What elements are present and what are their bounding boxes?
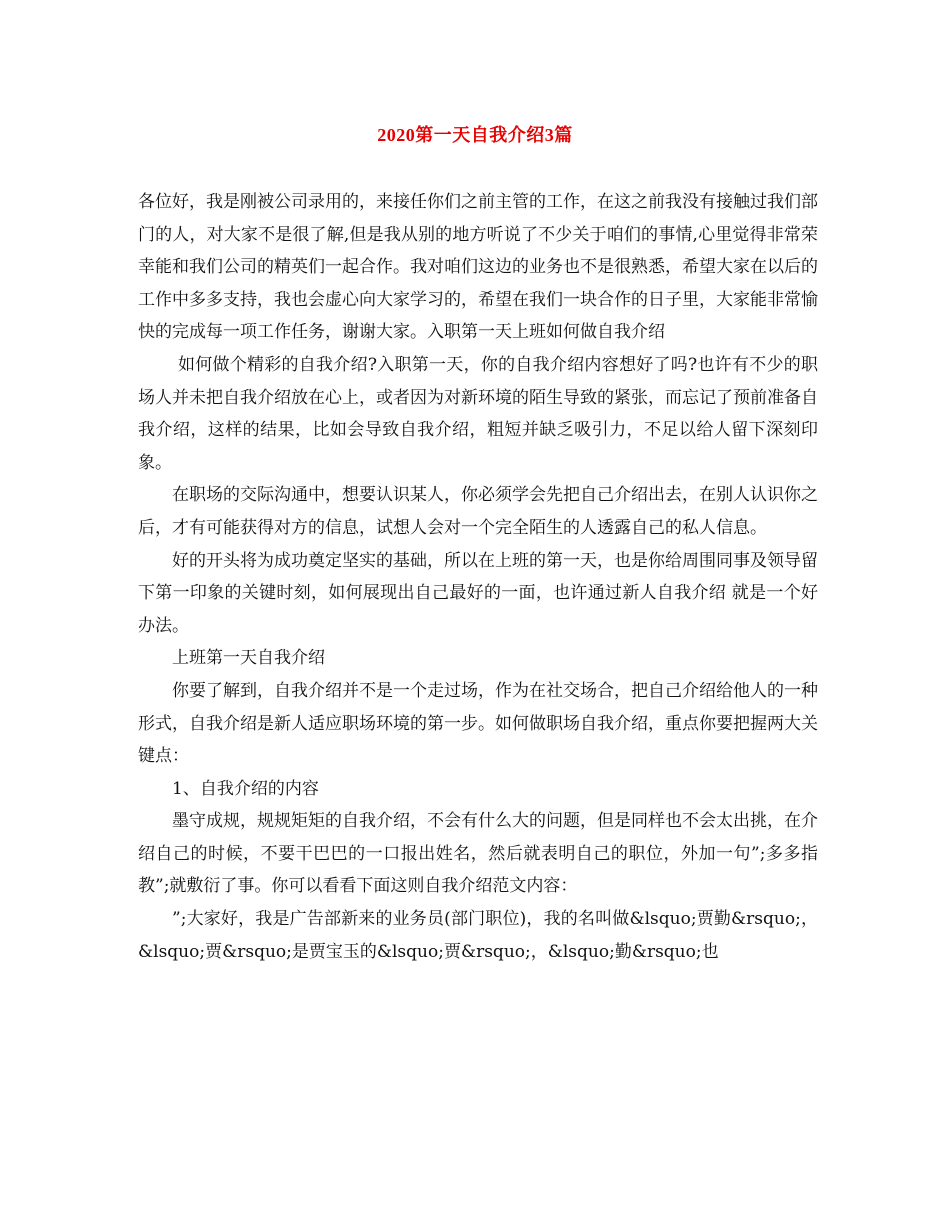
paragraph-4: 好的开头将为成功奠定坚实的基础，所以在上班的第一天，也是你给周围同事及领导留下第一印象的关键时刻，如何展现出自己最好的一面，也许通过新人自我介绍 就是一个好办法。 <box>138 550 818 636</box>
document-title: 2020第一天自我介绍3篇 <box>377 125 573 145</box>
paragraph-7: ”;大家好，我是广告部新来的业务员(部门职位)，我的名叫做&lsquo;贾勤&rsquo;，&lsquo;贾&rsquo;是贾宝玉的&lsquo;贾&rsquo;，&lsquo;勤&rsquo;也 <box>138 909 818 962</box>
document-body <box>138 186 818 968</box>
paragraph-3: 在职场的交际沟通中，想要认识某人，你必须学会先把自己介绍出去，在别人认识你之后，才有可能获得对方的信息，试想人会对一个完全陌生的人透露自己的私人信息。 <box>138 485 818 538</box>
section-heading-first-day: 上班第一天自我介绍 <box>172 648 325 669</box>
list-heading-content: 1、自我介绍的内容 <box>172 778 319 799</box>
paragraph-5: 你要了解到，自我介绍并不是一个走过场，作为在社交场合，把自己介绍给他人的一种形式，自我介绍是新人适应职场环境的第一步。如何做职场自我介绍，重点你要把握两大关键点： <box>138 680 818 767</box>
paragraph-2: 如何做个精彩的自我介绍?入职第一天，你的自我介绍内容想好了吗?也许有不少的职场人并未把自我介绍放在心上，或者因为对新环境的陌生导致的紧张，而忘记了预前准备自我介绍，这样的结果，比如会导致自我介绍，粗短并缺乏吸引力，不足以给人留下深刻印象。 <box>138 354 818 473</box>
paragraph-1: 各位好，我是刚被公司录用的，来接任你们之前主管的工作，在这之前我没有接触过我们部门的人，对大家不是很了解,但是我从别的地方听说了不少关于咱们的事情,心里觉得非常荣幸能和我们公司的精英们一起合作。我对咱们这边的业务也不是很熟悉，希望大家在以后的工作中多多支持，我也会虚心向大家学习的，希望在我们一块合作的日子里，大家能非常愉快的完成每一项工作任务，谢谢大家。入职第一天上班如何做自我介绍 <box>138 192 818 343</box>
paragraph-6: 墨守成规，规规矩矩的自我介绍，不会有什么大的问题，但是同样也不会太出挑，在介绍自己的时候，不要干巴巴的一口报出姓名，然后就表明自己的职位，外加一句”;多多指教”;就敷衍了事。你可以看看下面这则自我介绍范文内容： <box>138 811 818 897</box>
